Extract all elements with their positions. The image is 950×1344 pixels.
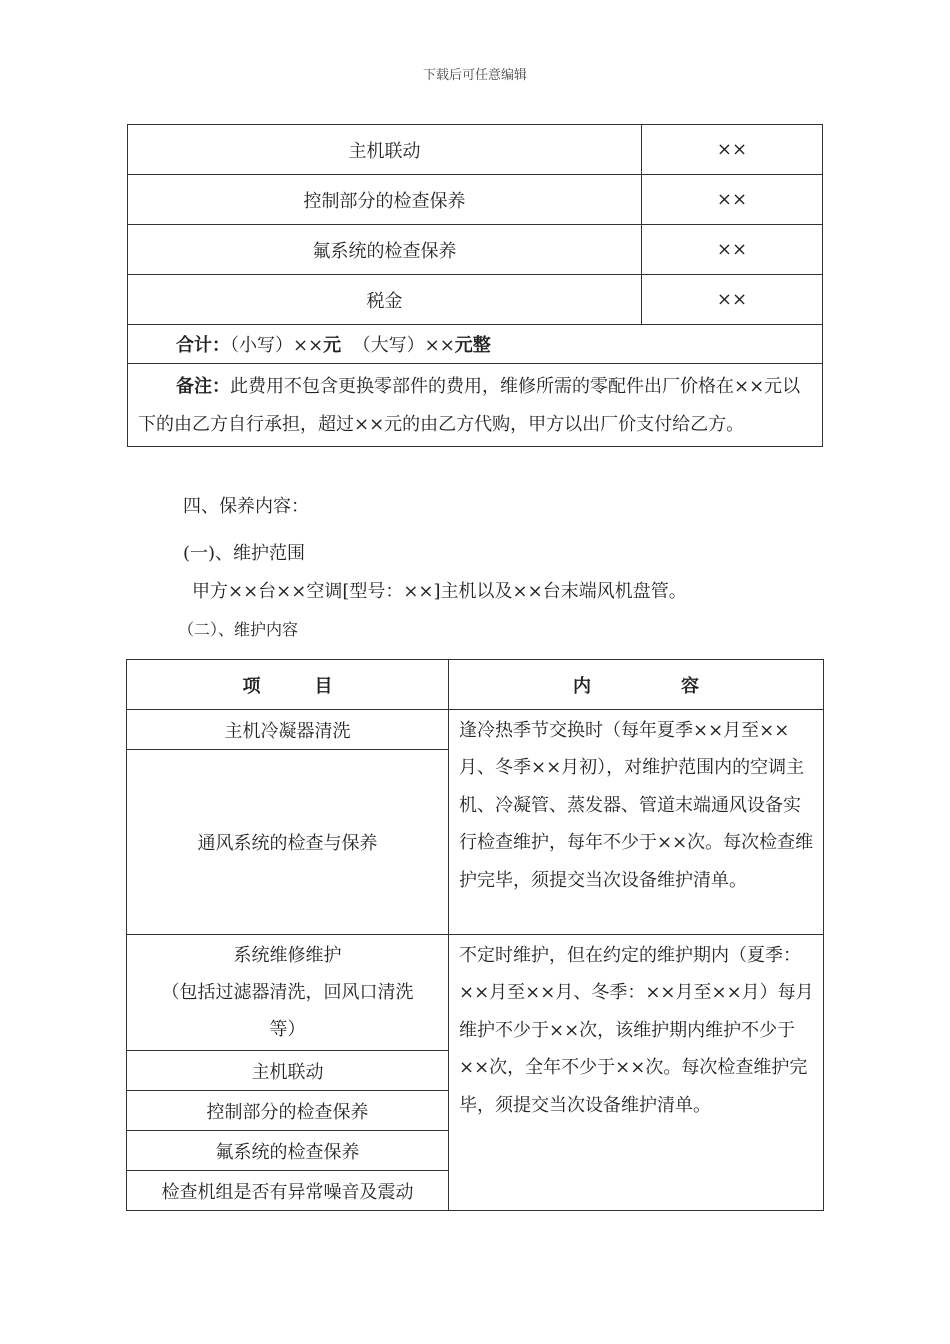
content-cell: 逢冷热季节交换时（每年夏季××月至××月、冬季××月初），对维护范围内的空调主机、冷凝管、蒸发器、管道末端通风设备实行检查维护，每年不少于××次。每次检查维护完毕，须提交当次设备维护清单。: [449, 710, 824, 935]
table-row: [128, 225, 823, 275]
subsection-scope: (一)、维护范围: [183, 543, 306, 564]
item-cell: 氟系统的检查保养: [127, 1131, 449, 1171]
total-upper-unit: 元整: [454, 335, 491, 356]
item-cell: 通风系统的检查与保养: [127, 750, 449, 935]
table-row: [127, 935, 824, 1051]
item-cell: 主机联动: [127, 1051, 449, 1091]
fee-amount: ××: [642, 175, 823, 225]
total-lower: （小写）××: [230, 335, 324, 356]
note-text: 此费用不包含更换零部件的费用，维修所需的零配件出厂价格在××元以下的由乙方自行承担，超过××元的由乙方代购，甲方以出厂价支付给乙方。: [138, 376, 801, 435]
item-line: （包括过滤器清洗，回风口清洗: [161, 982, 414, 1003]
table-row: [128, 175, 823, 225]
note-row: [128, 364, 823, 447]
header-content: 内 容: [449, 660, 824, 710]
fee-item: 税金: [128, 275, 642, 325]
item-line: 系统维修维护: [233, 945, 342, 966]
fee-table: [127, 124, 823, 447]
page-header: 下载后可任意编辑: [422, 68, 527, 83]
item-cell: 检查机组是否有异常噪音及震动: [127, 1171, 449, 1211]
item-cell-multiline: [127, 935, 449, 1051]
table-row: [128, 125, 823, 175]
total-lower-unit: 元: [323, 335, 342, 356]
note-cell: [128, 364, 823, 447]
scope-text: 甲方××台××空调[型号：××]主机以及××台末端风机盘管。: [192, 581, 687, 602]
table-row: [127, 710, 824, 750]
total-upper: （大写）××: [352, 335, 455, 356]
total-row: [128, 325, 823, 364]
item-cell: 控制部分的检查保养: [127, 1091, 449, 1131]
fee-amount: ××: [642, 225, 823, 275]
fee-item: 控制部分的检查保养: [128, 175, 642, 225]
table-row: [128, 275, 823, 325]
table-header-row: [127, 660, 824, 710]
subsection-content: （二）、维护内容: [178, 620, 299, 639]
total-cell: [128, 325, 823, 364]
fee-item: 氟系统的检查保养: [128, 225, 642, 275]
section-heading: 四、保养内容：: [183, 496, 309, 517]
item-line: 等）: [269, 1019, 306, 1040]
maintenance-table: [126, 659, 824, 1211]
fee-amount: ××: [642, 275, 823, 325]
fee-item: 主机联动: [128, 125, 642, 175]
content-cell: 不定时维护，但在约定的维护期内（夏季：××月至××月、冬季：××月至××月）每月维护不少于××次，该维护期内维护不少于××次，全年不少于××次。每次检查维护完毕，须提交当次设备维护清单。: [449, 935, 824, 1211]
fee-amount: ××: [642, 125, 823, 175]
note-label: 备注：: [176, 376, 230, 397]
total-label: 合计：: [176, 335, 230, 356]
header-item: 项 目: [127, 660, 449, 710]
item-cell: 主机冷凝器清洗: [127, 710, 449, 750]
